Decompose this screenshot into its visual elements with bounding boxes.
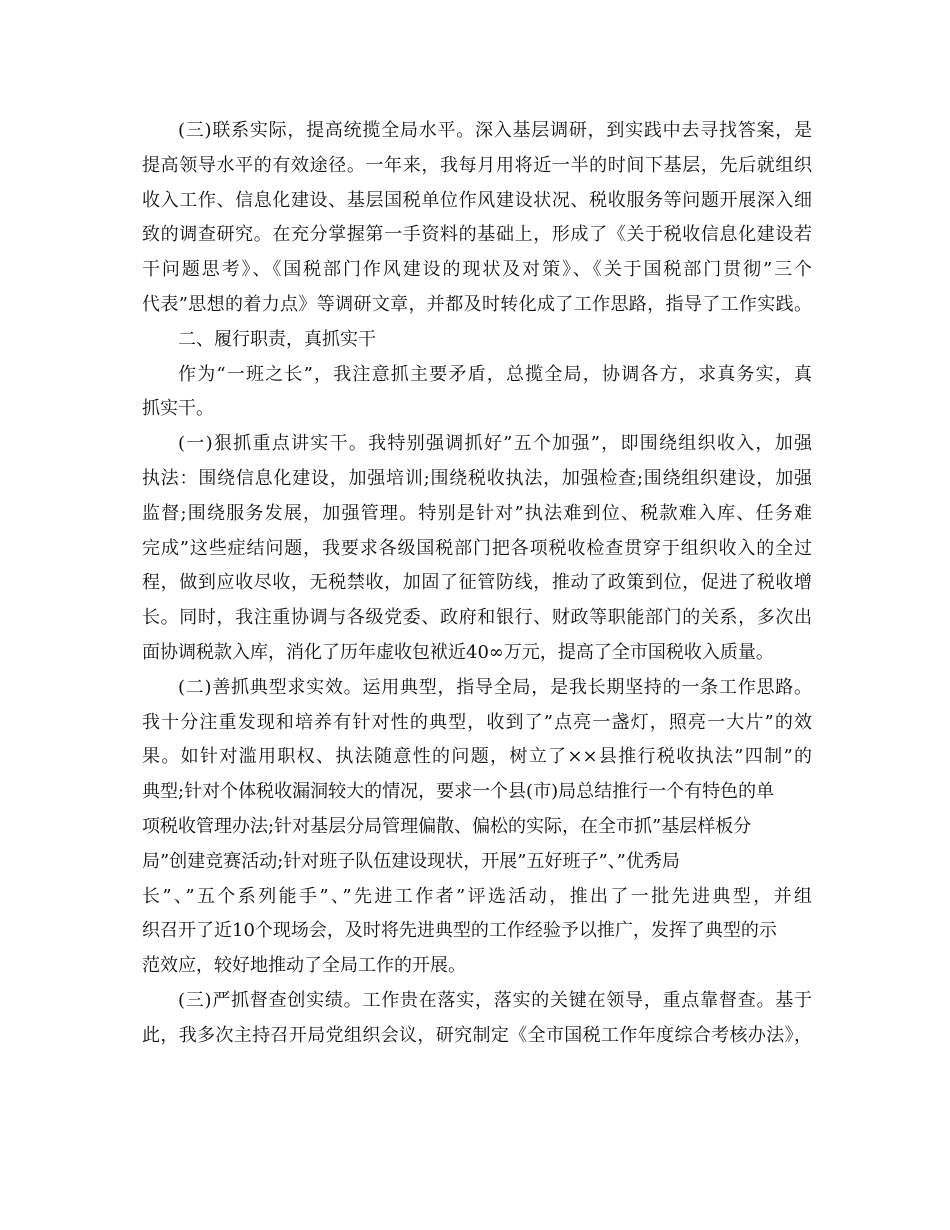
paragraph-line: 长。同时，我注重协调与各级党委、政府和银行、财政等职能部门的关系，多次出: [142, 607, 812, 629]
paragraph-line: 代表”思想的着力点》等调研文章，并都及时转化成了工作思路，指导了工作实践。: [142, 293, 812, 315]
paragraph-line: 织召开了近10个现场会，及时将先进典型的工作经验予以推广，发挥了典型的示: [142, 920, 777, 942]
paragraph-line: 典型;针对个体税收漏洞较大的情况，要求一个县(市)局总结推行一个有特色的单: [142, 781, 775, 803]
paragraph-line: 执法：围绕信息化建设，加强培训;围绕税收执法，加强检查;围绕组织建设，加强: [142, 467, 812, 489]
paragraph-line: (三)严抓督查创实绩。工作贵在落实，落实的关键在领导，重点靠督查。基于: [178, 989, 812, 1011]
paragraph-line: 我十分注重发现和培养有针对性的典型，收到了”点亮一盏灯，照亮一大片”的效: [142, 711, 812, 733]
paragraph-line: 项税收管理办法;针对基层分局管理偏散、偏松的实际，在全市抓”基层样板分: [142, 815, 752, 837]
paragraph-line: 此，我多次主持召开局党组织会议，研究制定《全市国税工作年度综合考核办法》，: [142, 1024, 812, 1046]
paragraph-line: (三)联系实际，提高统揽全局水平。深入基层调研，到实践中去寻找答案，是: [178, 120, 812, 141]
paragraph-line: 局”创建竞赛活动;针对班子队伍建设现状，开展”五好班子”、”优秀局: [142, 850, 680, 872]
paragraph-line: 作为“一班之长”，我注意抓主要矛盾，总揽全局，协调各方，求真务实，真: [178, 363, 812, 385]
paragraph-line: 范效应，较好地推动了全局工作的开展。: [142, 955, 466, 977]
paragraph-line: 抓实干。: [142, 398, 214, 420]
paragraph-line: 完成”这些症结问题，我要求各级国税部门把各项税收检查贯穿于组织收入的全过: [142, 537, 812, 559]
paragraph-line: 果。如针对滥用职权、执法随意性的问题，树立了××县推行税收执法”四制”的: [142, 746, 812, 768]
paragraph-line: 收入工作、信息化建设、基层国税单位作风建设状况、税收服务等问题开展深入细: [142, 189, 812, 211]
paragraph-line: 致的调查研究。在充分掌握第一手资料的基础上，形成了《关于税收信息化建设若: [142, 224, 812, 246]
paragraph-line: 监督;围绕服务发展，加强管理。特别是针对”执法难到位、税款难入库、任务难: [142, 502, 812, 524]
paragraph-line: (一)狠抓重点讲实干。我特别强调抓好”五个加强”，即围绕组织收入，加强: [178, 433, 812, 455]
paragraph-line: 干问题思考》、《国税部门作风建设的现状及对策》、《关于国税部门贯彻”三个: [142, 259, 812, 281]
paragraph-line: 面协调税款入库，消化了历年虚收包袱近40∞万元，提高了全市国税收入质量。: [142, 641, 774, 663]
section-heading: 二、履行职责，真抓实干: [178, 328, 376, 350]
paragraph-line: 长”、”五个系列能手”、”先进工作者”评选活动，推出了一批先进典型，并组: [142, 885, 812, 907]
paragraph-line: (二)善抓典型求实效。运用典型，指导全局，是我长期坚持的一条工作思路。: [178, 676, 812, 698]
paragraph-line: 提高领导水平的有效途径。一年来，我每月用将近一半的时间下基层，先后就组织: [142, 154, 812, 176]
paragraph-line: 程，做到应收尽收，无税禁收，加固了征管防线，推动了政策到位，促进了税收增: [142, 572, 812, 594]
document-body: [142, 114, 812, 1054]
